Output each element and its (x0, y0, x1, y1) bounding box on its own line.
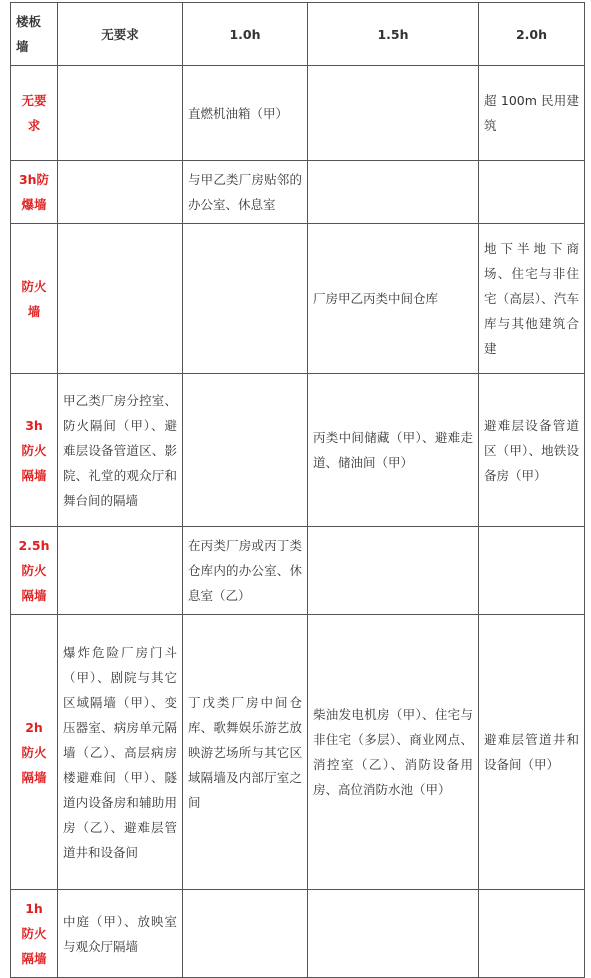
table-row (11, 890, 585, 978)
row-header: 2h 防火 隔墙 (11, 615, 58, 890)
table-cell: 地下半地下商场、住宅与非住宅（高层）、汽车库与其他建筑合建 (479, 224, 585, 374)
col-header-1h: 1.0h (183, 3, 308, 66)
table-cell: 与甲乙类厂房贴邻的办公室、休息室 (183, 161, 308, 224)
col-header-2h: 2.0h (479, 3, 585, 66)
col-header-1-5h: 1.5h (308, 3, 479, 66)
table-cell: 避难层设备管道区（甲）、地铁设备房（甲） (479, 374, 585, 527)
fire-rating-table (10, 2, 585, 978)
table-cell (58, 66, 183, 161)
table-cell (479, 161, 585, 224)
table-cell (479, 527, 585, 615)
row-header: 无要 求 (11, 66, 58, 161)
table-cell (183, 890, 308, 978)
table-cell (183, 374, 308, 527)
table-row (11, 374, 585, 527)
table-cell: 丁戊类厂房中间仓库、歌舞娱乐游艺放映游艺场所与其它区域隔墙及内部厅室之间 (183, 615, 308, 890)
table-row (11, 527, 585, 615)
corner-header: 楼板 墙 (11, 3, 58, 66)
table-cell (58, 224, 183, 374)
row-header: 1h 防火 隔墙 (11, 890, 58, 978)
table-cell (308, 890, 479, 978)
table-cell (308, 66, 479, 161)
table-cell: 爆炸危险厂房门斗（甲）、剧院与其它区域隔墙（甲）、变压器室、病房单元隔墙（乙）、高层病房楼避难间（甲）、隧道内设备房和辅助用房（乙）、避难层管道井和设备间 (58, 615, 183, 890)
table-cell (308, 527, 479, 615)
table-cell (479, 890, 585, 978)
table-row (11, 224, 585, 374)
table-cell: 丙类中间储藏（甲）、避难走道、储油间（甲） (308, 374, 479, 527)
table-cell: 直燃机油箱（甲） (183, 66, 308, 161)
table-cell (308, 161, 479, 224)
header-row (11, 3, 585, 66)
row-header: 防火 墙 (11, 224, 58, 374)
table-cell (58, 527, 183, 615)
table-cell: 柴油发电机房（甲）、住宅与非住宅（多层）、商业网点、消控室（乙）、消防设备用房、高位消防水池（甲） (308, 615, 479, 890)
row-header: 3h 防火 隔墙 (11, 374, 58, 527)
table-row (11, 66, 585, 161)
row-header: 3h防 爆墙 (11, 161, 58, 224)
row-header: 2.5h 防火 隔墙 (11, 527, 58, 615)
table-cell: 甲乙类厂房分控室、防火隔间（甲）、避难层设备管道区、影院、礼堂的观众厅和舞台间的隔墙 (58, 374, 183, 527)
table-cell (58, 161, 183, 224)
col-header-none: 无要求 (58, 3, 183, 66)
table-row (11, 161, 585, 224)
table-row (11, 615, 585, 890)
table-cell: 避难层管道井和设备间（甲） (479, 615, 585, 890)
table-cell: 厂房甲乙丙类中间仓库 (308, 224, 479, 374)
table-cell: 中庭（甲）、放映室与观众厅隔墙 (58, 890, 183, 978)
table-cell: 超 100m 民用建筑 (479, 66, 585, 161)
table-cell: 在丙类厂房或丙丁类仓库内的办公室、休息室（乙） (183, 527, 308, 615)
table-cell (183, 224, 308, 374)
